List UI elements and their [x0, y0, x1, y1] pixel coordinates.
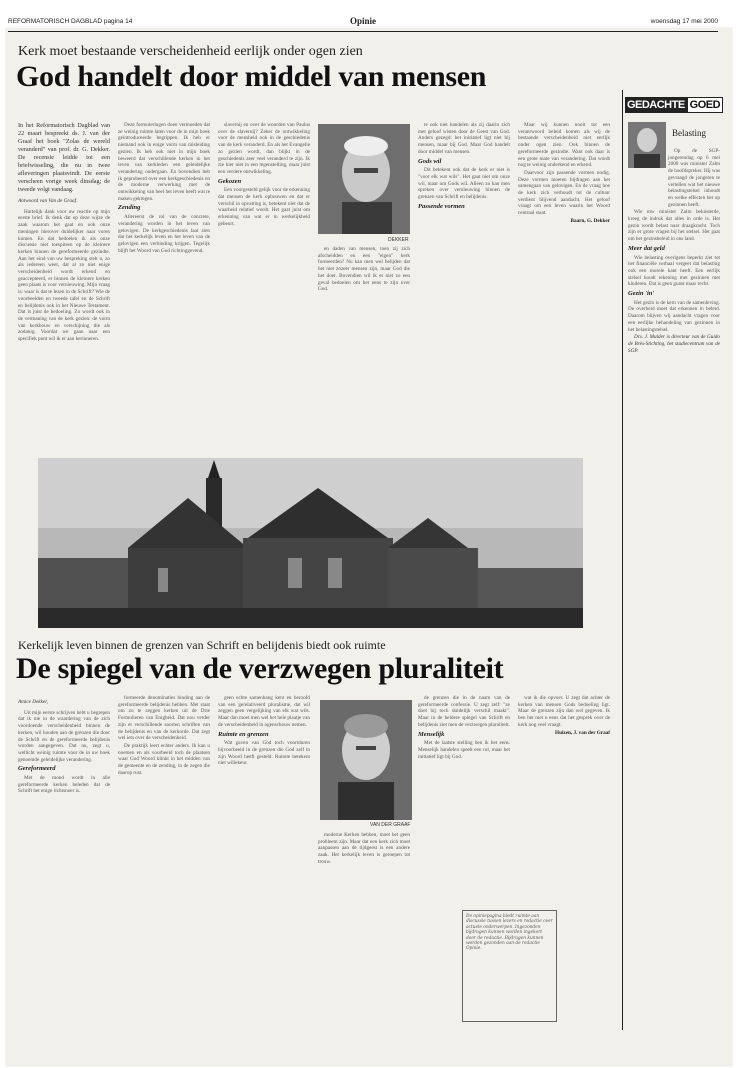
article2-col1	[18, 695, 110, 1040]
article1-col6-text: Maar wij kunnen nooit tot een verantwoord beleid komen als wij de bestaande verscheidenheid niet eerlijk onder ogen zien. Ook binnen de gereformeerde gezindte. Want ook daar is een grote mate van verandering. Dat wordt nog te weinig onderkend en erkend.	[518, 122, 610, 169]
article1-sub-passende: Passende vormen	[418, 202, 465, 210]
article2-col3b-text: Wat gaven van God toch voortduren bijvoorbeeld in de grenzen die God zelf in zijn Woord heeft gesteld. Ruimte betekent niet willekeur.	[218, 740, 310, 767]
infobox-text: De opiniepagina biedt ruimte aan discussie tussen lezers en redactie over actuele onderwerpen. Ingezonden bijdragen kunnen worden ingekort door de redactie. Bijdragen kunnen worden gezonden aan de redactie Opinie.	[466, 914, 553, 952]
article2-col1-text: Uit mijn eerste schrijven hebt u begrepen dat ik me in de waardering van de zich voordoende verscheidenheid binnen de kerken, wil houden aan de grenzen die door de Schrift en de gereformeerde belijdenis worden aangegeven. Dat nu, zegt u, wellicht weinig ruimte voor de in uw boek genoemde geleidelijke verandering.	[18, 709, 110, 763]
vandergraaf-caption: VAN DER GRAAF	[370, 822, 411, 828]
sidebar-logo-part-b: GOED	[687, 97, 723, 113]
article2-byline: Amice Dekker,	[18, 699, 48, 705]
article1-kicker: Kerk moet bestaande verscheidenheid eerlijk onder ogen zien	[18, 44, 363, 59]
article1-col5	[418, 122, 510, 452]
dekker-portrait	[318, 124, 410, 234]
article2-signature: Huizen, J. van der Graaf	[555, 729, 610, 736]
article2-col3-text: geen echte samenhang kent en beroofd van een gerelativeerd pluralisme, dat wil zeggen geen vergelijking van elk wat wils. Maar dan moet men wel het hele plaatje van de verscheidenheid in ogenschouw nemen.	[218, 695, 310, 728]
sidebar-body2: Wie belasting overigens beperkt ziet tot het financiële verhaal vergeet dat belasting ook een morele kant heeft. Een eerlijk stelsel houdt rekening met gezinnen met kinderen. Dat is geen gunst maar recht.	[628, 254, 720, 288]
article1-col6b-text: Daarvoor zijn passende vormen nodig. Deze vormen moeten bijdragen aan het samengaan van gelovigen. En de vraag hoe de kerk zich verhoudt tot de cultuur verdient blijvend aandacht. Het geloof vraagt om een leven waarin het Woord centraal staat.	[518, 169, 610, 217]
article2-col2b-text: De praktijk leert echter anders. Ik kan u noemen en als voorbeeld toch de plaatsen waar God Woord klinkt in het midden van de gemeente en de zending, in de zegen die daarop rust.	[118, 742, 210, 776]
article1-headline: God handelt door middel van mensen	[16, 60, 487, 93]
sidebar-body: Wie mw minister Zalm beluisterde, kreeg de indruk dat alles in orde is. Het gezin wordt belast naar draagkracht. Toch zijn er grote vragen bij het stelsel. Het gaat om het gezinsbeleid in ons land.	[628, 209, 720, 243]
masthead	[8, 16, 718, 28]
article1-signature: Baarn, G. Dekker	[570, 217, 610, 224]
article2-col5-text: de grenzen die in de naam van de gereformeerde confessie. U zegt zelf: "ze doet hij toch duidelijk verschil maakt". Maar in de heldere spiegel van Schrift en belijdenis ziet men de verzwegen pluraliteit.	[418, 695, 510, 728]
article1-col1	[18, 122, 110, 452]
sidebar-sub-gezin: Gezin 'in'	[628, 290, 655, 298]
article1-col4	[318, 246, 410, 452]
article1-col3b-text: Een voorgesteld gelijk voor de erkenning dat mensen de kerk opbouwen en dat er verschil in opvatting is, betekent niet dat de waarheid relatief wordt. Het gaat juist om erkenning van wat er in werkelijkheid gebeurt.	[218, 187, 310, 227]
portrait-image	[318, 124, 410, 234]
church-photo	[38, 458, 583, 628]
article2-sub-ruimte: Ruimte en grenzen	[218, 730, 269, 738]
article2-sub-menselijk: Menselijk	[418, 730, 445, 738]
article2-col5	[418, 695, 510, 905]
article1-col6	[518, 122, 610, 452]
article1-col2	[118, 122, 210, 452]
sidebar-footnote: Drs. J. Mulder is directeur van de Guido de Brès-Stichting, het studiecentrum van de SGP.	[628, 334, 720, 354]
article2-col2	[118, 695, 210, 1040]
article1-col3	[218, 122, 310, 452]
sidebar-sub-geld: Meer dat geld	[628, 244, 665, 252]
sidebar-intro: Op de SGP-jongerendag op 6 mei 2000 was minister Zalm de hoofdspreker. Hij was gevraagd de jongeren te vertellen wat het nieuwe belastingstelsel inhoudt en welke effecten het op gezinnen heeft.	[668, 148, 720, 208]
article2-col3	[218, 695, 310, 1040]
article1-sub-zending: Zending	[118, 204, 141, 212]
article2-sub-gereformeerd: Gereformeerd	[18, 765, 56, 773]
article1-sub-gekozen: Gekozen	[218, 177, 242, 185]
article1-col5b-text: Dit betekent ook dat de kerk er niet is "voor elk wat wils". Het gaat niet om onze wil, maar om Gods wil. Alleen zo kan men spreken over vernieuwing binnen de grenzen van Schrift en belijdenis.	[418, 167, 510, 201]
portrait-image-2	[320, 700, 412, 820]
article1-col3-text: slavernij en over de woorden van Paulus over de slavernij? Zeker de ontwikkeling voor de mensheid ook in de geschiedenis van de kerk veranderd. En als het Evangelie zo gezien wordt, dan blijkt in de geschiedenis zeer veel veranderd te zijn. Ik zie hier niet in een tegenstelling, maar juist een verdere ontwikkeling.	[218, 122, 310, 175]
masthead-date: woensdag 17 mei 2000	[650, 18, 718, 25]
article2-col6	[518, 695, 610, 905]
article1-col2b-text: Allereerst de rol van de concrete, verandering worden in het leven van gelovigen. De kerkgeschiedenis laat zien dat het kerkelijk leven en het leven van de gelovigen een verbinding krijgen. Tegelijk blijft het Woord van God richtinggevend.	[118, 214, 210, 254]
article2-kicker: Kerkelijk leven binnen de grenzen van Schrift en belijdenis biedt ook ruimte	[18, 638, 386, 652]
article2-col6-text: wat ik die opvoer. U zegt dat achter de kerken van mensen Gods bedoeling ligt. Maar de grenzen zijn dan wel gegeven. Ik ben het met u eens dat het gesprek over de kerk nog veel vraagt.	[518, 695, 610, 728]
article2-col1b-text: Met de mond wordt in alle gereformeerde kerken beleden dat de Schrift het enige richtsnoer is.	[18, 775, 110, 795]
masthead-paper-name: REFORMATORISCH DAGBLAD pagina 14	[8, 18, 133, 25]
sidebar-body3: Het gezin is de kern van de samenleving. De overheid moet dat erkennen in beleid. Daarom blijven wij aandacht vragen voor een eerlijke behandeling van gezinnen in het belastingstelsel.	[628, 299, 720, 333]
church-image	[38, 458, 583, 628]
sidebar-logo	[628, 96, 720, 114]
masthead-rule	[8, 31, 718, 32]
sidebar-logo-part-a: GEDACHTE	[626, 99, 685, 111]
article1-col5-text: te ook niet handelen als zij daarin zich met geloof wisten door de Geest van God. Anders gezegd: het initiatief ligt niet bij mensen, maar bij God. Maar God handelt door middel van mensen.	[418, 122, 510, 155]
article1-byline: Antwoord van Van de Graaf.	[18, 198, 78, 204]
article2-col4-text: moderne Kerken hebben, moet het geen probleem zijn. Maar dat een kerk zich moet aanpassen aan de tijdgeest is een andere zaak. Het kerkelijk leven is geroepen tot trouw.	[318, 832, 410, 865]
sidebar-col	[628, 148, 720, 1028]
sidebar-title: Belasting	[672, 128, 706, 138]
article1-col4-text: en daden van mensen, toen zij zich afscheidden en een "eigen" kerk formeerden? Nu kan men wel belijden dat het niet zozeer mensen zijn, maar God die het doet. Bovendien wil ik er niet zo een geval bedoelen om het eens te zijn over God.	[318, 246, 410, 293]
article2-infobox	[462, 910, 557, 1022]
article1-col1-text: Hartelijk dank voor uw reactie op mijn eerste brief. Ik denk dat op deze wijze de zaak waarom het gaat en ook onze meningen hierover duidelijker naar voren komen. En dat bedoelen ik als onze discussie niet toespitsen op de kleinere kerken binnen de gereformeerde gezindte. Aan het eind van uw bespreking stelt u, zo als iedereen weet, dat al zo niet enige verscheidenheid wordt erkend en geaccepteerd, er binnen de kleinere kerken geen plaats is voor vernieuwing. Mijn vraag is: waar is dat te lezen in de Schrift? Wie de voorbeelden en tweede tafel en de Schrift en belijdenis ook in het Nieuwe Testament. Dat is juist de bedoeling. Zo wordt ook in de vermaning van de kerk gezien: de vorm van kerkbouw en verschijning die als zodanig. Voordat we gaan naar een specifiek punt wil ik er aan herinneren.	[18, 208, 110, 343]
article1-col2-text: Deze formuleringen doen vermoeden dat ze weinig ruimte laten voor de in mijn boek geïntroduceerde begrippen. Ik heb er niemand ook in enige vorm van misleiding gezien. Ik heb ook niet in mijn boek beweerd dat verschillende kerken in het leven van kerkleden een geleidelijke verandering ondergaan. En bovendien heb ik geprobeerd over een kerkgeschiedenis en de moderne verwerking met de ontwikkeling van heel het leven heeft wat te maken gekregen.	[118, 122, 210, 202]
article1-sub-godswil: Gods wil	[418, 157, 442, 165]
dekker-caption: DEKKER	[388, 237, 409, 243]
article1-intro: In het Reformatorisch Dagblad van 22 maart bespreekt ds. J. van der Graaf het boek "Zolas de wereld veranderd" van prof. dr. G. Dekker. De recensie leidde tot een briefwisseling, die nu in twee afleveringen plaatsvindt. De eerste verscheen vorige week dinsdag; de tweede volgt vandaag.	[18, 122, 110, 193]
masthead-section: Opinie	[349, 16, 377, 26]
article2-col4	[318, 832, 410, 1040]
sidebar-divider	[622, 90, 623, 1030]
vandergraaf-portrait	[320, 700, 412, 820]
article2-headline: De spiegel van de verzwegen pluraliteit	[16, 652, 504, 685]
article2-col2-text: formeerde denominaties binding aan de gereformeerde belijdenis hebben. Met staat om zo te zeggen kerken uit de Drie Formulieren van Enigheid. Dat nou verder zijn er verschillende soorten schriften van de belijdenis en van de kerkorde. Dat zegt wel iets over de verscheidenheid.	[118, 695, 210, 742]
article2-col5b-text: Met de laatste stelling ben ik het eens. Menselijk handelen speelt een rol, maar het initiatief ligt bij God.	[418, 740, 510, 760]
